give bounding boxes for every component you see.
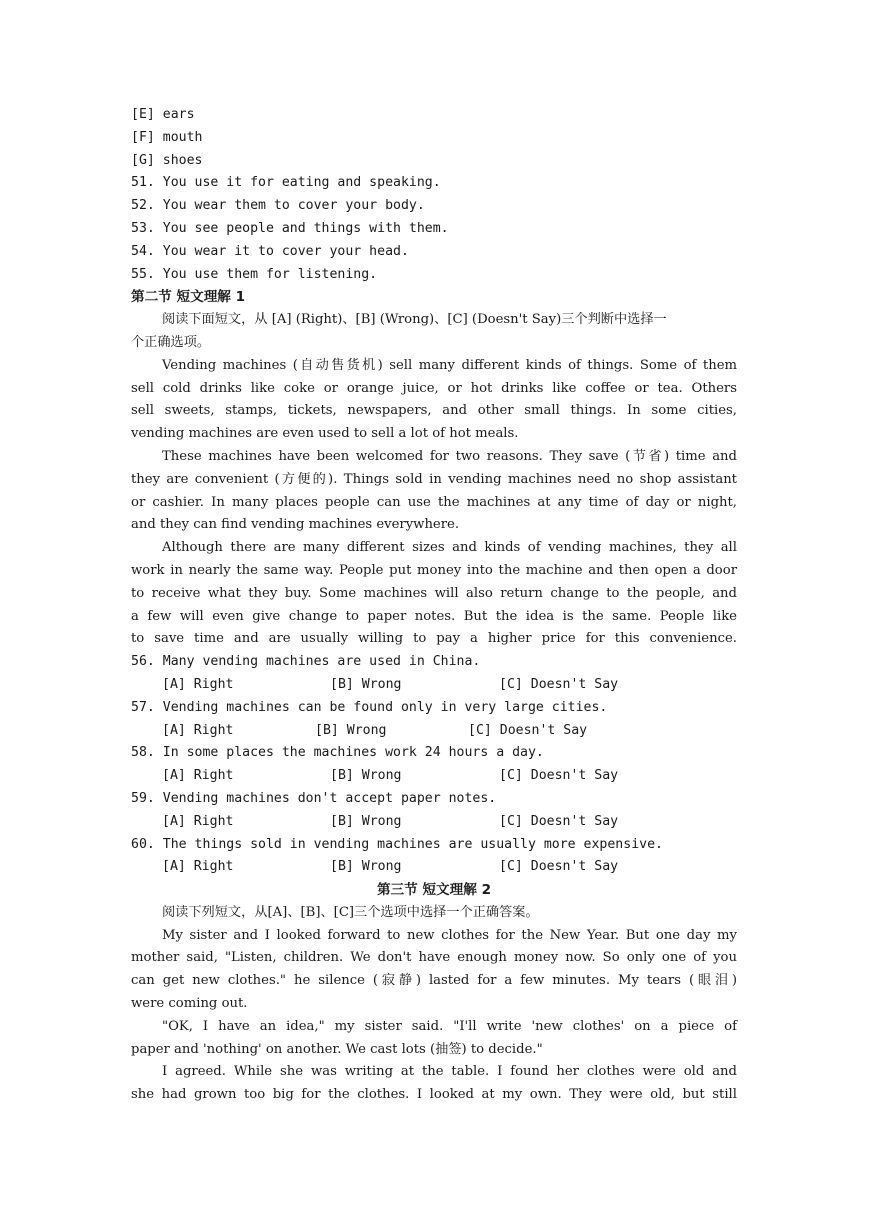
- question-55: 55. You use them for listening.: [131, 266, 378, 282]
- passage2-line: mother said, "Listen, children. We don't have enough money now. So only one of you: [131, 950, 737, 966]
- option-g: [G] shoes: [131, 152, 203, 168]
- passage1-line: a few will even give change to paper notes. But the idea is the same. People like: [131, 608, 737, 624]
- section3-title: 第三节 短文理解 2: [376, 882, 492, 899]
- question-57: 57. Vending machines can be found only in very large cities.: [131, 699, 608, 715]
- passage1-line: Although there are many different sizes and kinds of vending machines, they all: [162, 540, 737, 556]
- question-56-options: [131, 674, 737, 697]
- passage2-line: can get new clothes." he silence (寂静) lasted for a few minutes. My tears (眼泪): [131, 973, 737, 989]
- passage2-line: "OK, I have an idea," my sister said. "I'll write 'new clothes' on a piece of: [162, 1018, 737, 1034]
- option-b: [B] Wrong: [330, 676, 402, 692]
- question-59-options: [131, 811, 737, 834]
- option-c: [C] Doesn't Say: [499, 768, 619, 784]
- passage1-line: and they can find vending machines everywhere.: [131, 517, 460, 533]
- question-60: 60. The things sold in vending machines are usually more expensive.: [131, 836, 663, 852]
- option-b: [B] Wrong: [315, 722, 387, 738]
- passage1-line: or cashier. In many places people can use the machines at any time of day or night,: [131, 494, 737, 510]
- question-58: 58. In some places the machines work 24 hours a day.: [131, 745, 544, 761]
- passage1-line: sell cold drinks like coke or orange juice, or hot drinks like coffee or tea. Others: [131, 380, 737, 396]
- question-52: 52. You wear them to cover your body.: [131, 198, 425, 214]
- section2-instruction-line1: 阅读下面短文，从 [A] (Right)、[B] (Wrong)、[C] (Doesn't Say)三个判断中选择一: [162, 312, 667, 328]
- option-c: [C] Doesn't Say: [468, 722, 588, 738]
- option-a: [A] Right: [162, 676, 234, 692]
- option-b: [B] Wrong: [330, 859, 402, 875]
- section3-instruction: 阅读下列短文，从[A]、[B]、[C]三个选项中选择一个正确答案。: [162, 904, 539, 920]
- passage1-line: sell sweets, stamps, tickets, newspapers, and other small things. In some cities,: [131, 403, 737, 419]
- passage2-line: paper and 'nothing' on another. We cast lots (抽签) to decide.": [131, 1041, 543, 1057]
- passage2-line: were coming out.: [131, 996, 248, 1012]
- question-59: 59. Vending machines don't accept paper notes.: [131, 790, 497, 806]
- document-page: [131, 104, 737, 1107]
- question-58-options: [131, 765, 737, 788]
- passage2-line: I agreed. While she was writing at the table. I found her clothes were old and: [162, 1064, 737, 1080]
- passage1-line: work in nearly the same way. People put money into the machine and then open a door: [131, 562, 737, 578]
- option-c: [C] Doesn't Say: [499, 813, 619, 829]
- passage2-line: My sister and I looked forward to new clothes for the New Year. But one day my: [162, 927, 737, 943]
- option-e: [E] ears: [131, 107, 195, 122]
- question-57-options: [131, 720, 737, 743]
- option-a: [A] Right: [162, 722, 234, 738]
- question-53: 53. You see people and things with them.: [131, 220, 449, 236]
- option-b: [B] Wrong: [330, 813, 402, 829]
- option-c: [C] Doesn't Say: [499, 859, 619, 875]
- passage2-line: she had grown too big for the clothes. I looked at my own. They were old, but still: [131, 1087, 737, 1103]
- option-b: [B] Wrong: [330, 768, 402, 784]
- option-a: [A] Right: [162, 768, 234, 784]
- option-a: [A] Right: [162, 813, 234, 829]
- passage1-line: to save time and are usually willing to pay a higher price for this convenience.: [131, 631, 737, 647]
- question-60-options: [131, 856, 737, 879]
- question-51: 51. You use it for eating and speaking.: [131, 175, 441, 191]
- section2-instruction-line2: 个正确选项。: [131, 334, 211, 350]
- section2-title: 第二节 短文理解 1: [131, 289, 246, 306]
- option-f: [F] mouth: [131, 129, 203, 145]
- question-54: 54. You wear it to cover your head.: [131, 243, 409, 259]
- passage1-line: to receive what they buy. Some machines will also return change to the people, and: [131, 585, 737, 601]
- passage1-line: Vending machines (自动售货机) sell many different kinds of things. Some of them: [162, 357, 737, 373]
- passage1-line: vending machines are even used to sell a lot of hot meals.: [131, 426, 519, 442]
- option-a: [A] Right: [162, 859, 234, 875]
- passage1-line: they are convenient (方便的). Things sold in vending machines need no shop assistant: [131, 471, 737, 487]
- passage1-line: These machines have been welcomed for two reasons. They save (节省) time and: [162, 448, 737, 464]
- option-c: [C] Doesn't Say: [499, 676, 619, 692]
- question-56: 56. Many vending machines are used in China.: [131, 654, 481, 670]
